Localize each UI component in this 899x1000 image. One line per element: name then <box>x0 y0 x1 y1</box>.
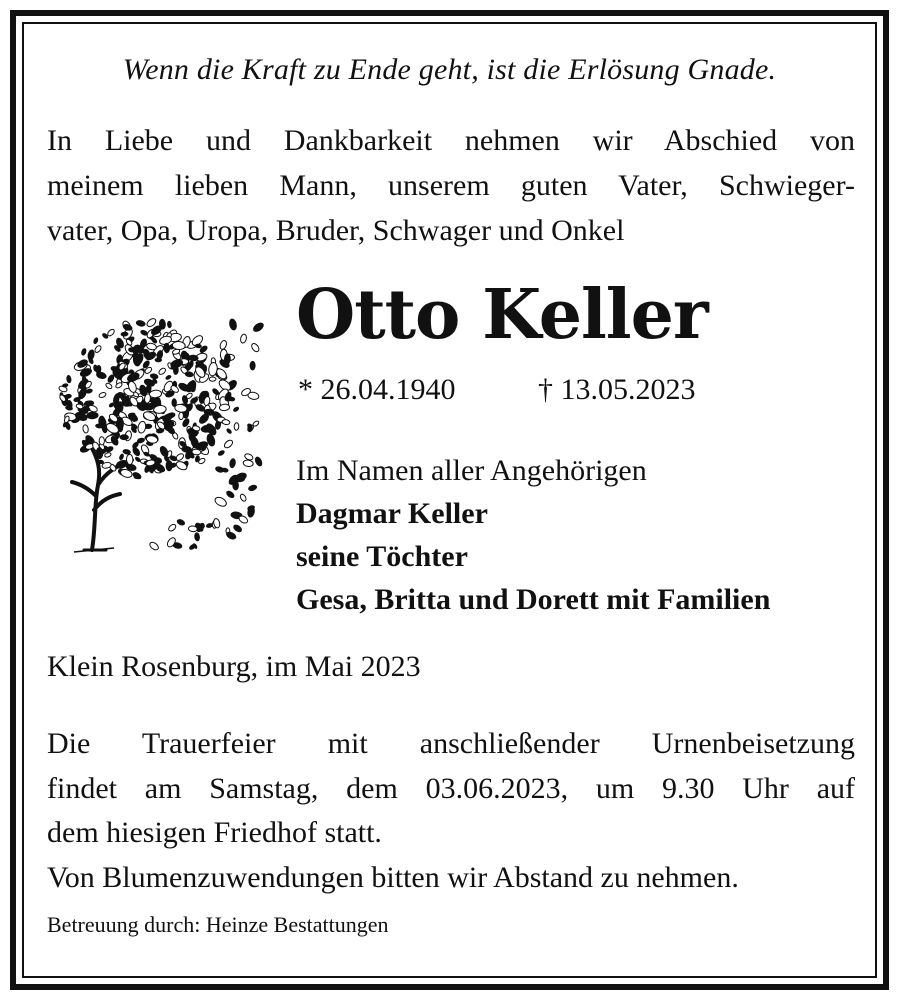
ceremony-line: Von Blumenzuwendungen bitten wir Abstand zu nehmen. <box>47 860 739 894</box>
ceremony-line: Die Trauerfeier mit anschließender Urnenbeisetzung <box>47 727 855 760</box>
intro-line: vater, Opa, Uropa, Bruder, Schwager und Onkel <box>47 214 625 247</box>
ceremony-line: dem hiesigen Friedhof statt. <box>47 816 382 849</box>
windswept-tree-icon <box>44 300 264 555</box>
spouse-name: Dagmar Keller <box>296 497 488 530</box>
funeral-home-credit: Betreuung durch: Heinze Bestattungen <box>47 912 389 937</box>
place-date: Klein Rosenburg, im Mai 2023 <box>47 650 421 683</box>
intro-line: In Liebe und Dankbarkeit nehmen wir Abschied von <box>47 124 855 157</box>
daughters-names: Gesa, Britta und Dorett mit Familien <box>296 583 771 616</box>
family-block <box>296 449 770 621</box>
family-intro: Im Namen aller Angehörigen <box>296 454 647 487</box>
intro-line: meinem lieben Mann, unserem guten Vater, Schwieger- <box>47 169 855 202</box>
ceremony-paragraph <box>47 722 855 900</box>
death-date: † 13.05.2023 <box>538 373 696 406</box>
daughters-label: seine Töchter <box>296 540 468 573</box>
birth-date: * 26.04.1940 <box>298 373 456 406</box>
life-dates <box>298 370 696 410</box>
deceased-name: Otto Keller <box>296 275 708 355</box>
motto: Wenn die Kraft zu Ende geht, ist die Erlösung Gnade. <box>122 53 777 86</box>
ceremony-line: findet am Samstag, dem 03.06.2023, um 9.30 Uhr auf <box>47 771 855 805</box>
intro-paragraph <box>47 118 855 253</box>
